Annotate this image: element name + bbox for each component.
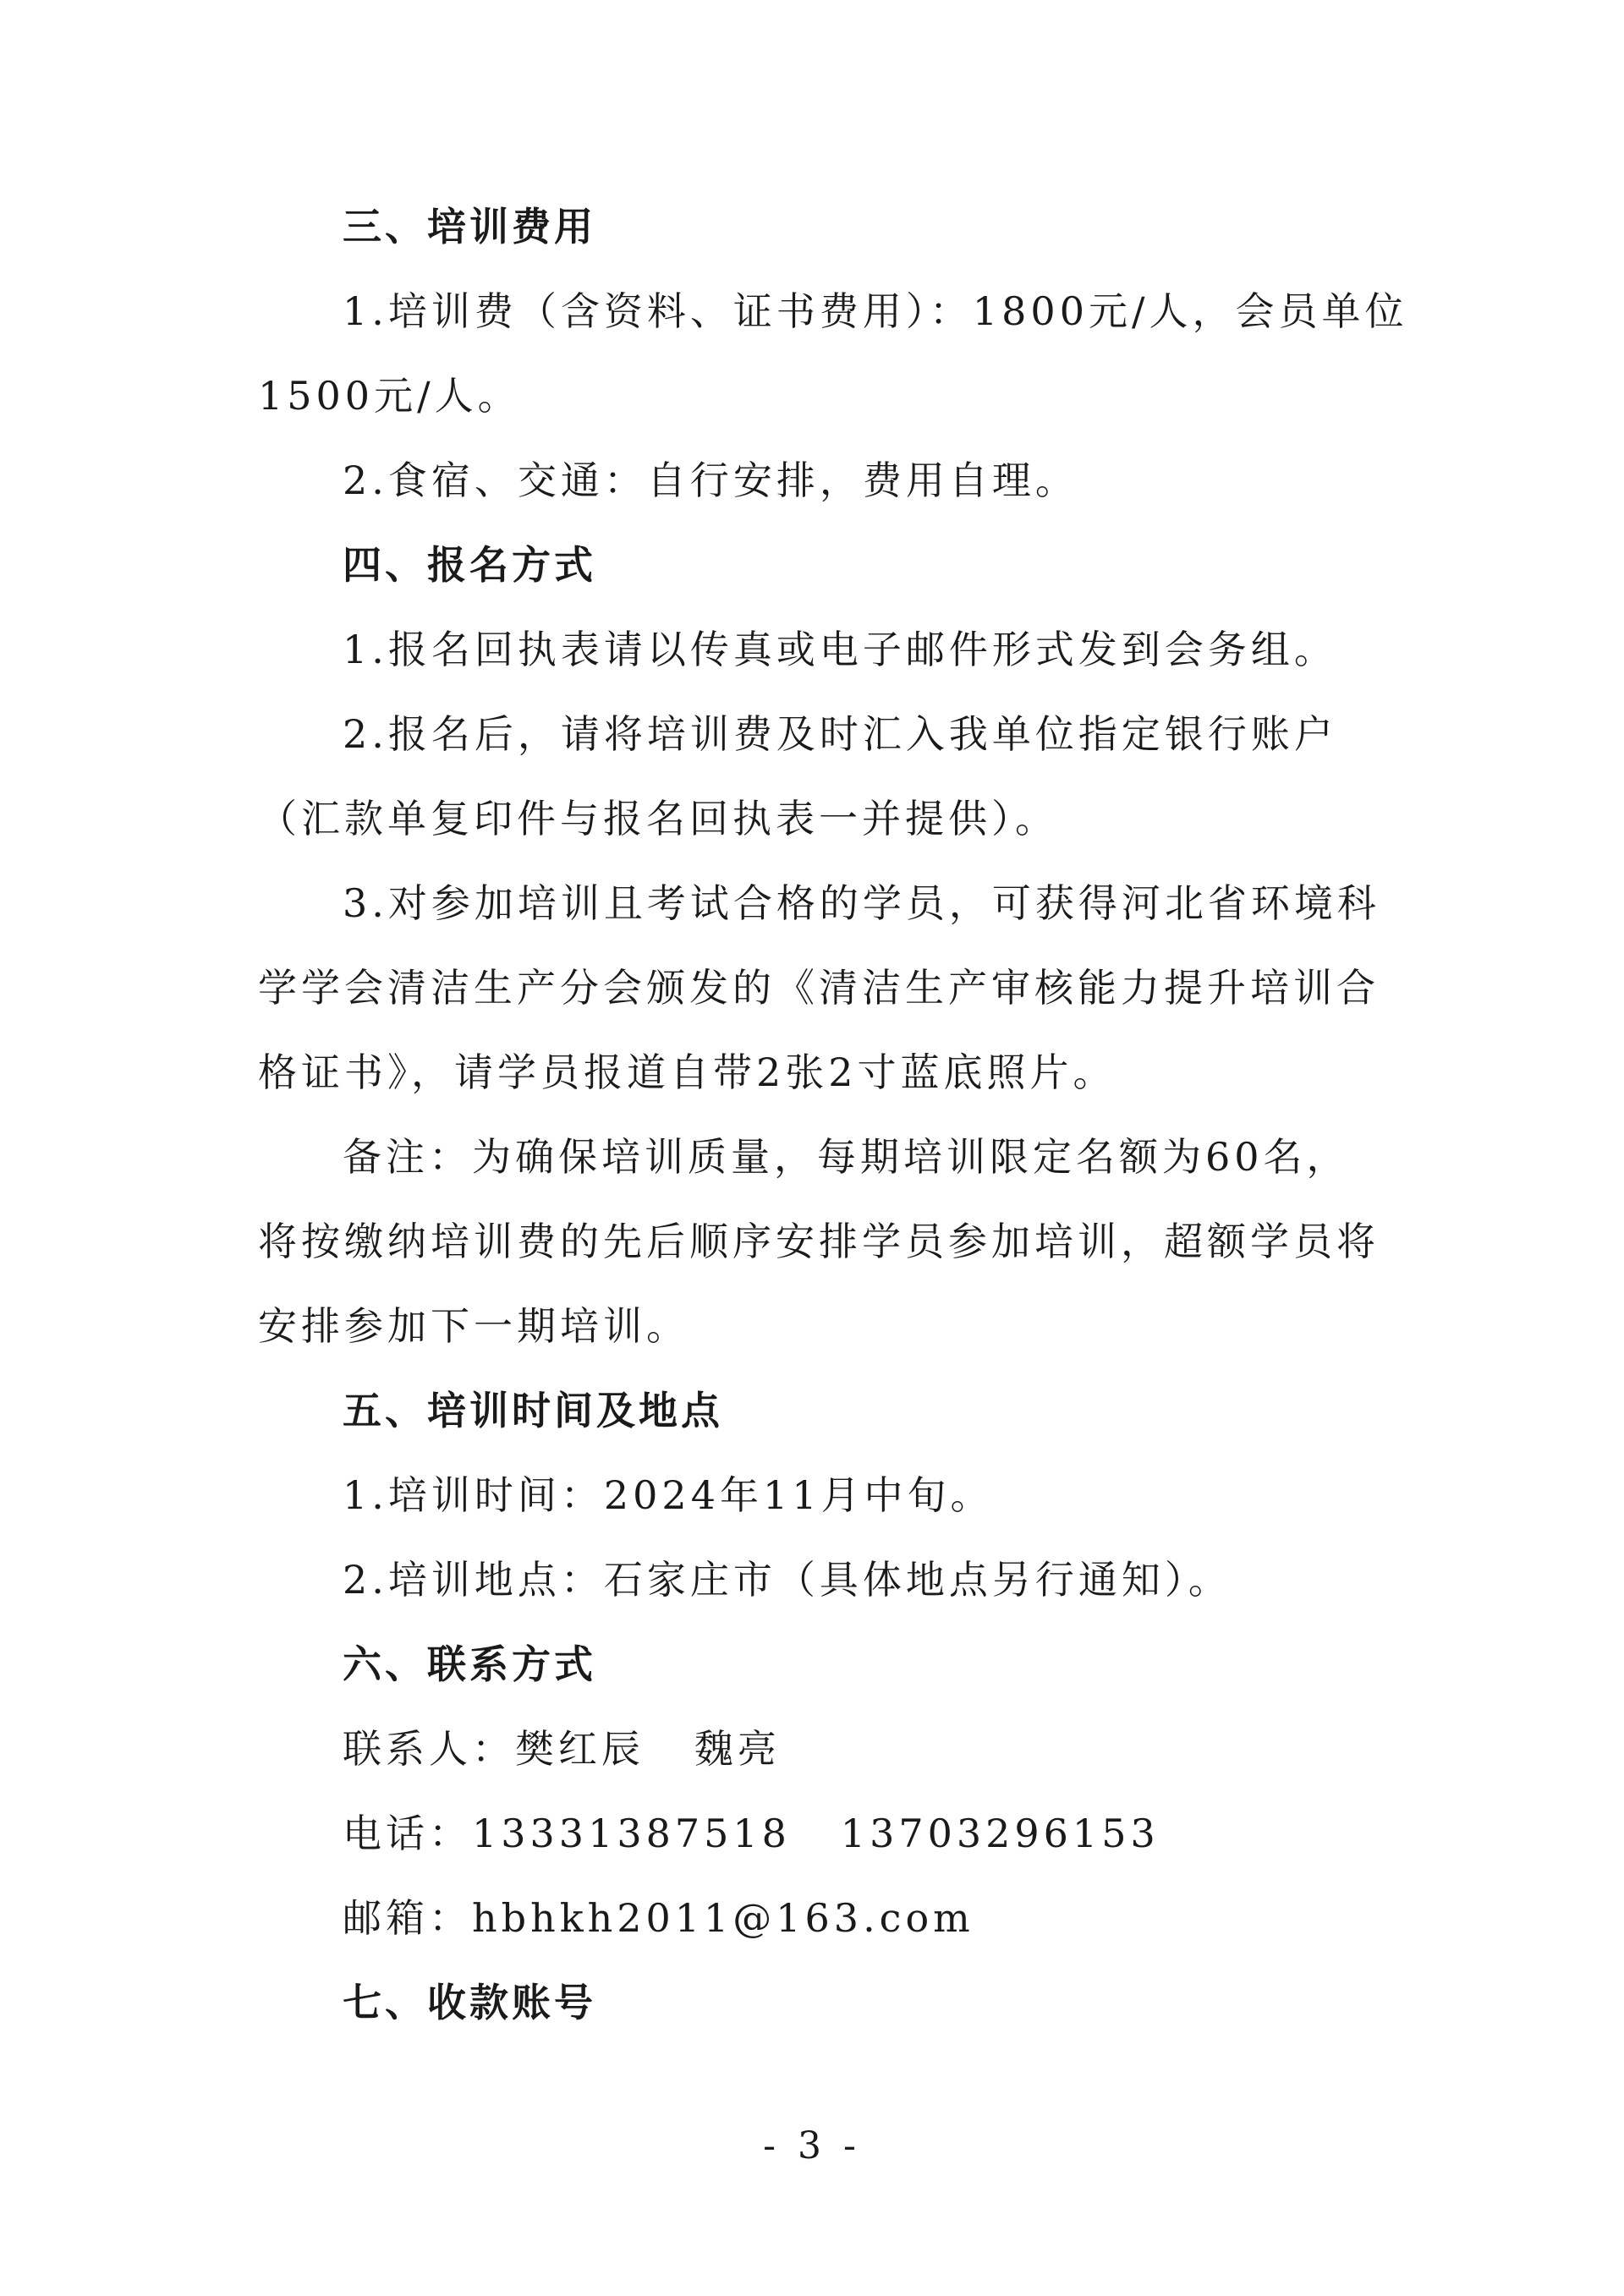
section-4-item-3-line-3: 格证书》，请学员报道自带2张2寸蓝底照片。 (258, 1049, 1116, 1095)
section-4-item-3-line-1: 3.对参加培训且考试合格的学员，可获得河北省环境科 (343, 880, 1380, 926)
section-5-item-2: 2.培训地点：石家庄市（具体地点另行通知）。 (343, 1557, 1232, 1603)
section-4-item-2-line-2: （汇款单复印件与报名回执表一并提供）。 (258, 796, 1058, 841)
section-3-item-2: 2.食宿、交通：自行安排，费用自理。 (343, 458, 1078, 503)
contact-email: 邮箱：hbhkh2011@163.com (343, 1895, 974, 1941)
contact-phone: 电话：13331387518 13703296153 (343, 1811, 1160, 1856)
section-6-heading: 六、联系方式 (343, 1641, 596, 1687)
section-4-note-line-3: 安排参加下一期培训。 (258, 1303, 689, 1349)
section-5-item-1: 1.培训时间：2024年11月中旬。 (343, 1472, 994, 1518)
page-number: - 3 - (763, 2124, 861, 2167)
section-4-item-1: 1.报名回执表请以传真或电子邮件形式发到会务组。 (343, 627, 1337, 672)
section-7-heading: 七、收款账号 (343, 1980, 596, 2025)
section-4-item-3-line-2: 学学会清洁生产分会颁发的《清洁生产审核能力提升培训合 (258, 965, 1380, 1011)
section-4-item-2-line-1: 2.报名后，请将培训费及时汇入我单位指定银行账户 (343, 711, 1337, 757)
section-4-note-line-1: 备注：为确保培训质量，每期培训限定名额为60名， (343, 1134, 1350, 1180)
section-5-heading: 五、培训时间及地点 (343, 1388, 723, 1433)
section-3-item-1-line-2: 1500元/人。 (258, 373, 521, 419)
section-3-heading: 三、培训费用 (343, 204, 596, 249)
section-4-heading: 四、报名方式 (343, 542, 596, 588)
section-3-item-1-line-1: 1.培训费（含资料、证书费用）：1800元/人，会员单位 (343, 288, 1408, 334)
contact-persons: 联系人：樊红辰 魏亮 (343, 1726, 781, 1772)
section-4-note-line-2: 将按缴纳培训费的先后顺序安排学员参加培训，超额学员将 (258, 1219, 1380, 1264)
